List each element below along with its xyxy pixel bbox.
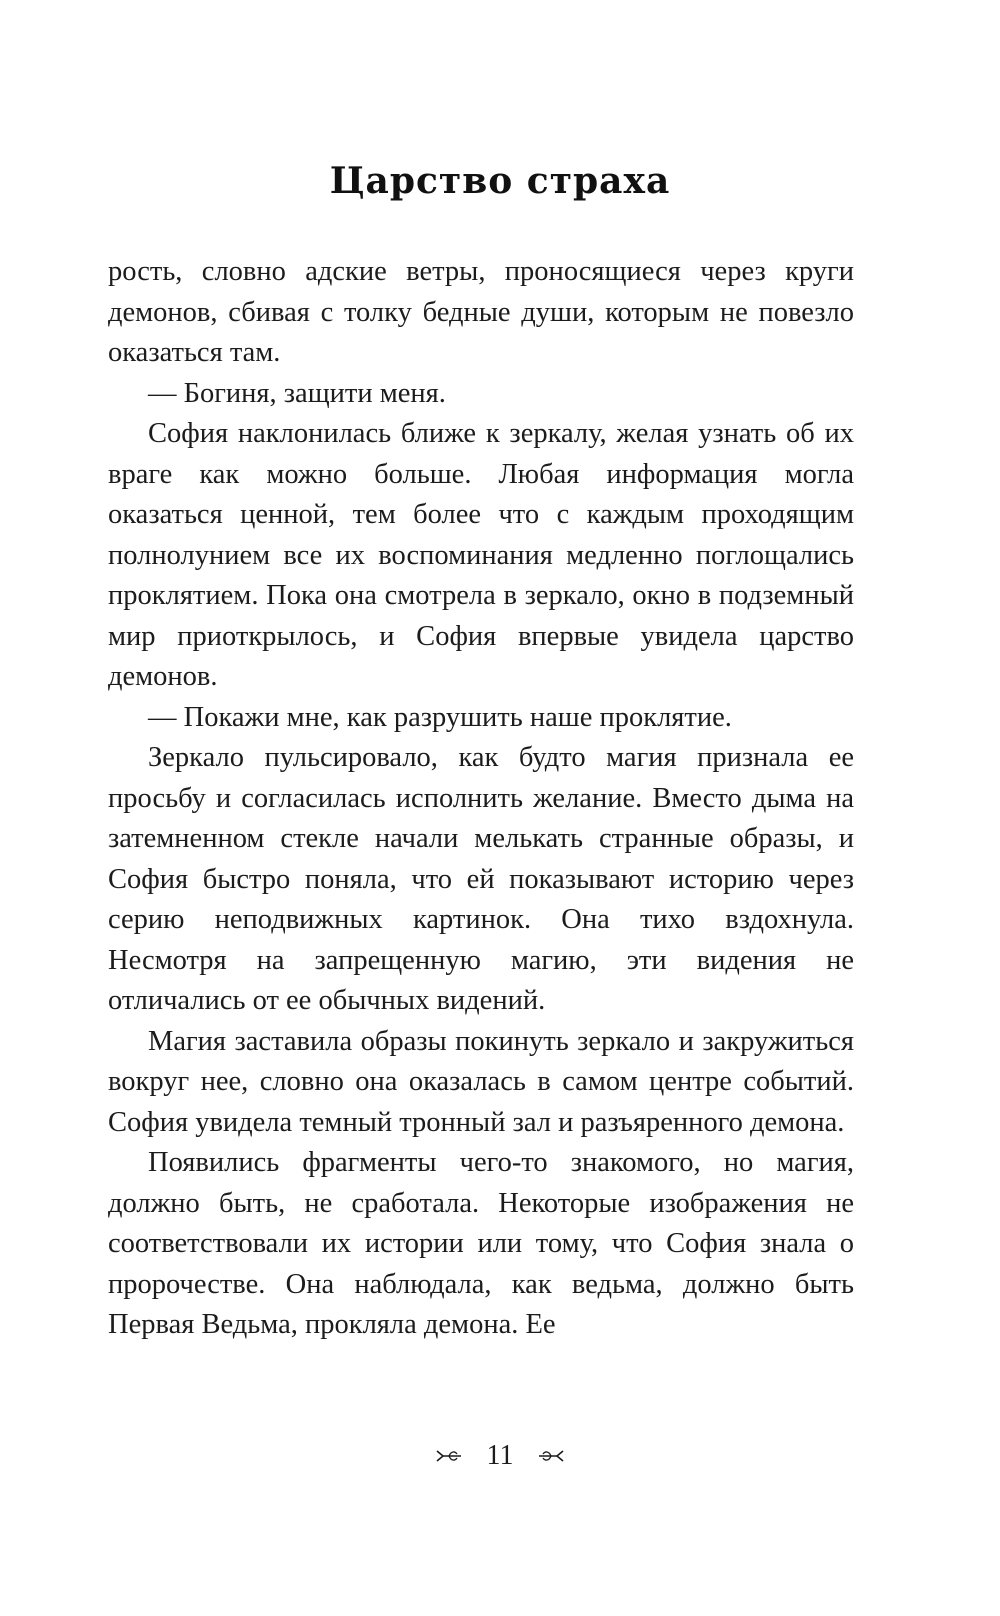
- running-head-title: Царство страха: [329, 160, 671, 202]
- paragraph: Магия заставила образы покинуть зеркало и закружиться вокруг нее, словно она оказалась в самом центре событий. София увидела темный тронный зал и разъяренного демона.: [108, 1025, 854, 1138]
- page-footer: [0, 1440, 1000, 1472]
- flourish-left-icon: [433, 1448, 463, 1464]
- flourish-right-icon: [537, 1448, 567, 1464]
- body-text: [108, 252, 854, 1346]
- paragraph-dialogue: — Богиня, защити меня.: [148, 377, 446, 409]
- page-number: 11: [486, 1440, 514, 1471]
- paragraph-dialogue: — Покажи мне, как разрушить наше проклятие.: [148, 701, 732, 733]
- paragraph: София наклонилась ближе к зеркалу, желая узнать об их враге как можно больше. Любая информация могла оказаться ценной, тем более что с каждым проходящим полнолунием все их воспоминания медленно поглощались проклятием. Пока она смотрела в зеркало, окно в подземный мир приоткрылось, и София впервые увидела царство демонов.: [108, 418, 854, 692]
- paragraph-continuation: рость, словно адские ветры, проносящиеся через круги демонов, сбивая с толку бедные души, которым не повезло оказаться там.: [108, 256, 854, 368]
- paragraph: Появились фрагменты чего-то знакомого, но магия, должно быть, не сработала. Некоторые изображения не соответствовали их истории или тому, что София знала о пророчестве. Она наблюдала, как ведьма, должно быть Первая Ведьма, прокляла демона. Ее: [108, 1147, 854, 1340]
- paragraph: Зеркало пульсировало, как будто магия признала ее просьбу и согласилась исполнить желание. Вместо дыма на затемненном стекле начали мелькать странные образы, и София быстро поняла, что ей показывают историю через серию неподвижных картинок. Она тихо вздохнула. Несмотря на запрещенную магию, эти видения не отличались от ее обычных видений.: [108, 742, 854, 1016]
